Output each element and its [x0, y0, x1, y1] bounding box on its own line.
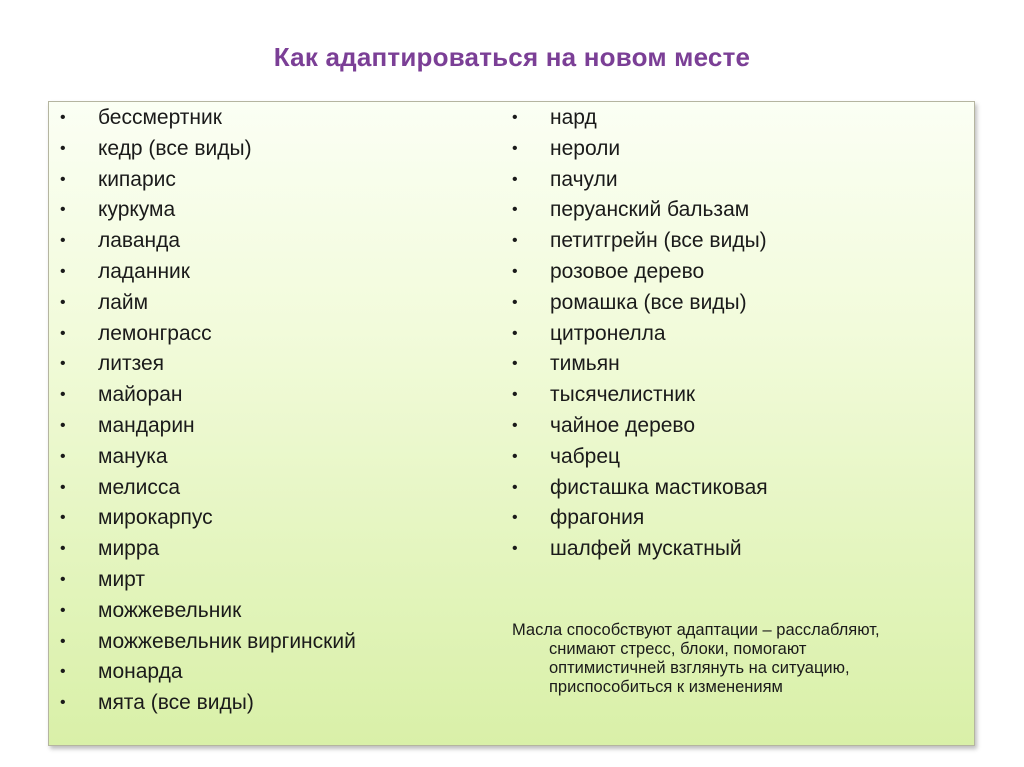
note-line: снимают стресс, блоки, помогают — [549, 640, 807, 658]
list-item — [60, 226, 356, 257]
list-item — [60, 503, 356, 534]
list-item — [512, 534, 768, 565]
list-item — [60, 134, 356, 165]
list-item — [60, 411, 356, 442]
bullet-icon: • — [512, 478, 518, 496]
list-item-text: перуанский бальзам — [550, 198, 750, 222]
list-item-text: нероли — [550, 136, 621, 160]
list-item — [512, 319, 768, 350]
list-item — [60, 103, 356, 134]
bullet-icon: • — [512, 262, 518, 280]
list-item — [60, 195, 356, 226]
bullet-icon: • — [60, 540, 66, 558]
list-item-text: кипарис — [98, 167, 176, 191]
bullet-icon: • — [512, 355, 518, 373]
bullet-icon: • — [60, 601, 66, 619]
bullet-icon: • — [60, 139, 66, 157]
bullet-icon: • — [60, 170, 66, 188]
bullet-icon: • — [512, 170, 518, 188]
list-item-text: манука — [98, 444, 168, 468]
list-item — [60, 473, 356, 504]
bullet-icon: • — [60, 262, 66, 280]
list-item — [512, 503, 768, 534]
list-item-text: мирра — [98, 537, 160, 561]
list-item-text: ромашка (все виды) — [550, 290, 747, 314]
list-item — [60, 565, 356, 596]
list-item — [60, 257, 356, 288]
list-item-text: литзея — [98, 352, 165, 376]
list-item — [512, 134, 768, 165]
list-item-text: мелисса — [98, 475, 181, 499]
note-line: Масла способствуют адаптации – расслабляют, — [512, 621, 880, 639]
list-item-text: бессмертник — [98, 106, 222, 129]
list-item — [60, 442, 356, 473]
list-item-text: фрагония — [550, 506, 645, 530]
bullet-icon: • — [512, 324, 518, 342]
bullet-icon: • — [60, 386, 66, 404]
list-item-text: петитгрейн (все виды) — [550, 229, 767, 253]
list-item-text: майоран — [98, 383, 183, 407]
bullet-icon: • — [60, 663, 66, 681]
list-item-text: розовое дерево — [550, 259, 705, 283]
bullet-icon: • — [60, 694, 66, 712]
list-item-text: мята (все виды) — [98, 691, 254, 715]
bullet-icon: • — [60, 632, 66, 650]
list-item — [60, 534, 356, 565]
bullet-icon: • — [512, 109, 518, 126]
list-item-text: лайм — [98, 290, 149, 314]
list-item — [512, 349, 768, 380]
bullet-icon: • — [60, 293, 66, 311]
list-item-text: чабрец — [550, 444, 621, 468]
list-item — [60, 657, 356, 688]
list-item-text: тимьян — [550, 352, 620, 376]
bullet-icon: • — [512, 540, 518, 558]
oil-list-right — [512, 103, 768, 565]
list-item-text: монарда — [98, 660, 183, 684]
bullet-icon: • — [60, 201, 66, 219]
bullet-icon: • — [60, 355, 66, 373]
list-item — [60, 165, 356, 196]
slide-title: Как адаптироваться на новом месте — [273, 42, 751, 72]
list-item-text: пачули — [550, 167, 618, 191]
bullet-icon: • — [512, 447, 518, 465]
list-item — [512, 257, 768, 288]
list-item — [60, 349, 356, 380]
bullet-icon: • — [512, 509, 518, 527]
list-item-text: тысячелистник — [550, 383, 696, 407]
bullet-icon: • — [60, 232, 66, 250]
list-item-text: лаванда — [98, 229, 181, 253]
bullet-icon: • — [512, 139, 518, 157]
list-item — [60, 627, 356, 658]
list-item-text: кедр (все виды) — [98, 136, 252, 160]
list-item — [512, 195, 768, 226]
bullet-icon: • — [512, 201, 518, 219]
list-item — [512, 411, 768, 442]
bullet-icon: • — [60, 416, 66, 434]
list-item — [512, 103, 768, 134]
list-item — [60, 288, 356, 319]
list-item — [512, 288, 768, 319]
list-item — [512, 442, 768, 473]
bullet-icon: • — [60, 109, 66, 126]
list-item-text: шалфей мускатный — [550, 537, 742, 561]
bullet-icon: • — [60, 570, 66, 588]
list-item-text: можжевельник виргинский — [98, 629, 356, 653]
bullet-icon: • — [60, 447, 66, 465]
list-item-text: можжевельник — [98, 598, 242, 622]
list-item-text: мирокарпус — [98, 506, 213, 530]
bullet-icon: • — [60, 478, 66, 496]
bullet-icon: • — [60, 509, 66, 527]
list-item-text: нард — [550, 106, 597, 129]
list-item-text: цитронелла — [550, 321, 666, 345]
bullet-icon: • — [512, 386, 518, 404]
list-item-text: чайное дерево — [550, 413, 696, 437]
list-item — [512, 226, 768, 257]
bullet-icon: • — [512, 232, 518, 250]
list-item-text: ладанник — [98, 259, 190, 283]
bullet-icon: • — [512, 293, 518, 311]
list-item-text: мандарин — [98, 413, 195, 437]
oil-list-left — [60, 103, 356, 719]
list-item — [60, 596, 356, 627]
note-line: приспособиться к изменениям — [549, 678, 783, 696]
list-item-text: куркума — [98, 198, 176, 222]
list-item — [60, 319, 356, 350]
bullet-icon: • — [512, 416, 518, 434]
note-line: оптимистичней взглянуть на ситуацию, — [549, 659, 850, 677]
list-item-text: мирт — [98, 567, 146, 591]
adaptation-note — [512, 621, 962, 697]
list-item — [512, 473, 768, 504]
list-item — [60, 688, 356, 719]
list-item — [512, 380, 768, 411]
bullet-icon: • — [60, 324, 66, 342]
list-item — [60, 380, 356, 411]
list-item — [512, 165, 768, 196]
list-item-text: фисташка мастиковая — [550, 475, 768, 499]
list-item-text: лемонграсс — [98, 321, 212, 345]
